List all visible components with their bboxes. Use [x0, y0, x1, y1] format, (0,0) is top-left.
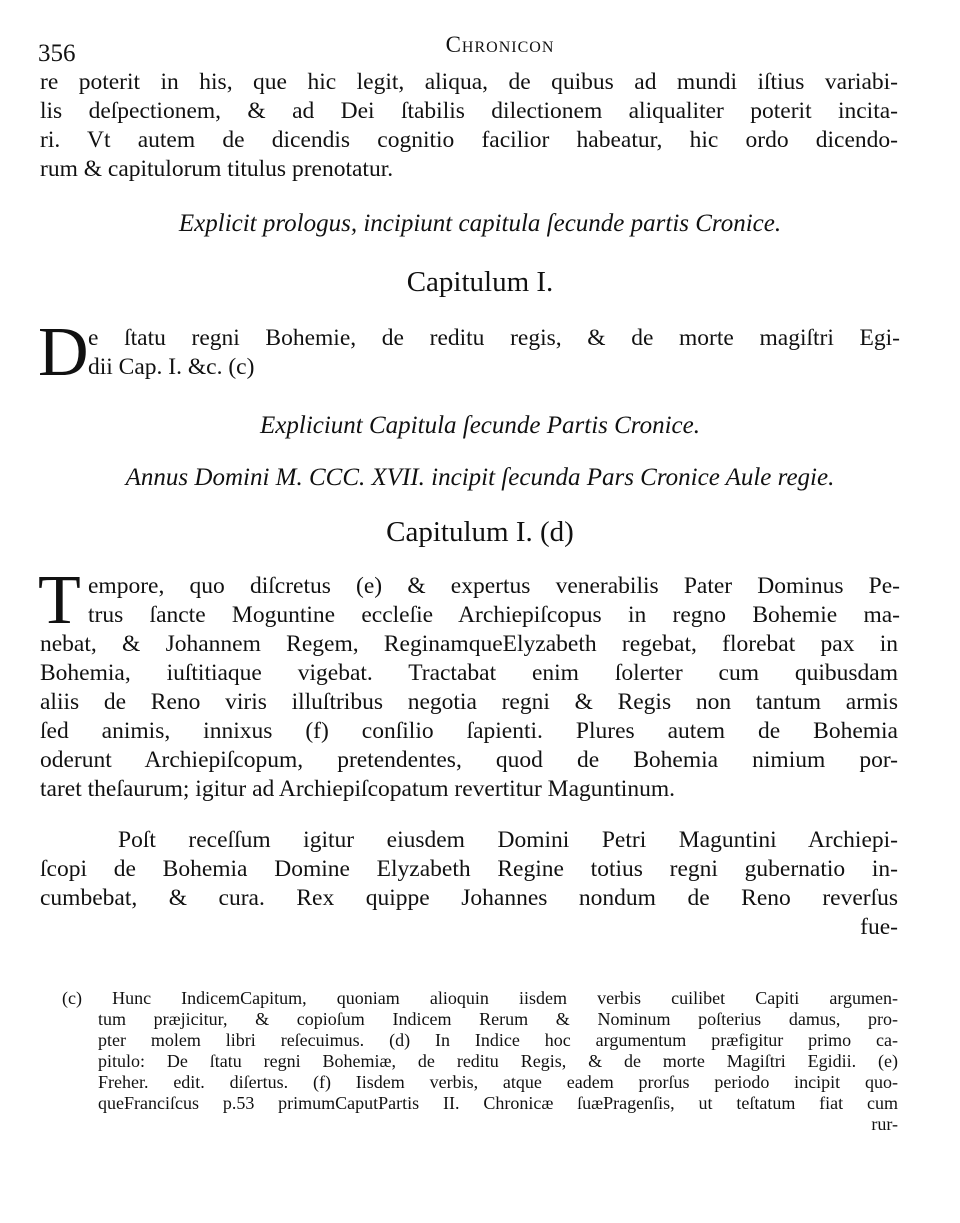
- running-title: Chronicon: [445, 32, 555, 57]
- footnote-line: (c) Hunc IndicemCapitum, quoniam alioquin iisdem verbis cuilibet Capiti argumen-: [62, 988, 898, 1008]
- text-line: Poſt receſſum igitur eiusdem Domini Petri Maguntini Archiepi-: [118, 827, 898, 853]
- footnotes: [62, 988, 898, 1135]
- text-line: lis deſpectionem, & ad Dei ſtabilis dilectionem aliqualiter poterit incita-: [40, 98, 898, 124]
- paragraph-post-recessum: [40, 826, 898, 942]
- chapter-heading: Capitulum I.: [406, 266, 554, 298]
- page-number: 356: [38, 40, 76, 67]
- text-line: aliis de Reno viris illuſtribus negotia regni & Regis non tantum armis: [40, 689, 898, 715]
- text-line: cumbebat, & cura. Rex quippe Johannes nondum de Reno reverſus: [40, 885, 898, 911]
- footnote-line: Freher. edit. diſertus. (f) Iisdem verbis, atque eadem prorſus periodo incipit quo-: [98, 1072, 898, 1092]
- expliciunt-heading: Expliciunt Capitula ſecunde Partis Cronice.: [260, 412, 700, 439]
- text-line: oderunt Archiepiſcopum, pretendentes, quod de Bohemia nimium por-: [40, 747, 898, 773]
- text-line: dii Cap. I. &c. (c): [88, 354, 255, 380]
- paragraph-tempore-continued: [40, 630, 898, 804]
- text-line: ſcopi de Bohemia Domine Elyzabeth Regine totius regni gubernatio in-: [40, 856, 898, 882]
- footnote-line: queFranciſcus p.53 primumCaputPartis II. Chronicæ ſuæPragenſis, ut teſtatum fiat cum: [98, 1093, 898, 1113]
- text-line: taret theſaurum; igitur ad Archiepiſcopatum revertitur Maguntinum.: [40, 776, 675, 802]
- footnote-line: tum præjicitur, & copioſum Indicem Rerum & Nominum poſterius damus, pro-: [98, 1009, 898, 1029]
- drop-cap: D: [38, 314, 89, 391]
- catchword: fue-: [860, 914, 898, 940]
- footnote-catchword: rur-: [871, 1114, 898, 1134]
- text-line: rum & capitulorum titulus prenotatur.: [40, 156, 394, 182]
- explicit-prologus-heading: Explicit prologus, incipiunt capitula ſecunde partis Cronice.: [178, 210, 782, 237]
- footnote-line: pitulo: De ſtatu regni Bohemiæ, de reditu Regis, & de morte Magiſtri Egidii. (e): [98, 1051, 898, 1071]
- text-line: nebat, & Johannem Regem, ReginamqueElyzabeth regebat, florebat pax in: [40, 631, 898, 657]
- text-line: e ſtatu regni Bohemie, de reditu regis, & de morte magiſtri Egi-: [88, 325, 900, 351]
- text-line: Bohemia, iuſtitiaque vigebat. Tractabat enim ſolerter cum quibusdam: [40, 660, 898, 686]
- toc-entry: [38, 314, 900, 391]
- text-line: re poterit in his, que hic legit, aliqua, de quibus ad mundi iſtius variabi-: [40, 69, 898, 95]
- running-head: [30, 26, 910, 66]
- text-line: ri. Vt autem de dicendis cognitio facilior habeatur, hic ordo dicendo-: [40, 127, 898, 153]
- text-line: ſed animis, innixus (f) conſilio ſapienti. Plures autem de Bohemia: [40, 718, 898, 744]
- text-line: empore, quo diſcretus (e) & expertus venerabilis Pater Dominus Pe-: [88, 573, 900, 599]
- chapter-heading-d: Capitulum I. (d): [386, 516, 574, 548]
- intro-paragraph: [40, 68, 898, 184]
- annus-heading: Annus Domini M. CCC. XVII. incipit ſecunda Pars Cronice Aule regie.: [125, 464, 835, 491]
- drop-cap: T: [38, 562, 81, 639]
- footnote-line: pter molem libri reſecuimus. (d) In Indice hoc argumentum præfigitur primo ca-: [98, 1030, 898, 1050]
- text-line: trus ſancte Moguntine eccleſie Archiepiſcopus in regno Bohemie ma-: [88, 602, 900, 628]
